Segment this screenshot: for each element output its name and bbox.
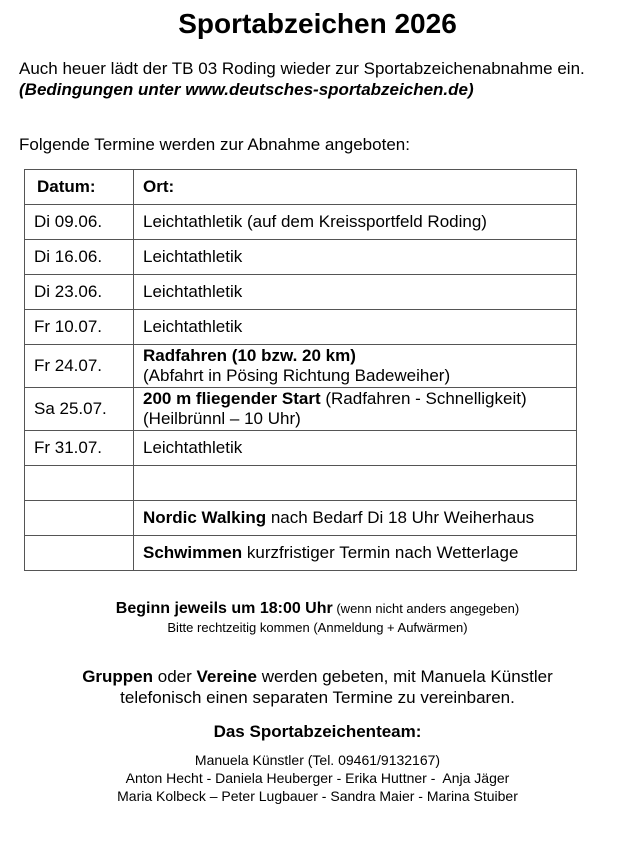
row-place-text: Leichtathletik: [143, 317, 243, 336]
groups-bold: Gruppen: [82, 667, 154, 686]
start-time-notice: [0, 599, 635, 637]
row-date: Fr 31.07.: [25, 431, 134, 466]
row-place-line2: (Heilbrünnl – 10 Uhr): [143, 409, 301, 428]
table-row: [25, 310, 577, 345]
schedule-table: [24, 169, 577, 571]
table-row: [25, 536, 577, 571]
row-place: [134, 431, 577, 466]
team-members-2: Maria Kolbeck – Peter Lugbauer - Sandra Maier - Marina Stuiber: [117, 788, 518, 804]
page-title: Sportabzeichen 2026: [178, 8, 457, 39]
row-date: [25, 466, 134, 501]
row-place: [134, 205, 577, 240]
conditions-link-text: (Bedingungen unter www.deutsches-sportabzeichen.de): [19, 80, 474, 99]
team-heading: Das Sportabzeichenteam:: [213, 722, 422, 741]
row-place-bold: Nordic Walking: [143, 508, 267, 527]
table-row: [25, 431, 577, 466]
row-date: Fr 10.07.: [25, 310, 134, 345]
clubs-bold: Vereine: [196, 667, 258, 686]
row-place: [134, 501, 577, 536]
table-row: [25, 275, 577, 310]
start-time-bold: Beginn jeweils um 18:00 Uhr: [115, 600, 333, 617]
table-row: [25, 501, 577, 536]
row-date: Di 09.06.: [25, 205, 134, 240]
row-date: Fr 24.07.: [25, 345, 134, 388]
intro-paragraph: [19, 58, 619, 100]
team-contact: Manuela Künstler (Tel. 09461/9132167): [194, 752, 441, 768]
table-row: [25, 205, 577, 240]
schedule-intro: Folgende Termine werden zur Abnahme angeboten:: [19, 135, 410, 154]
row-place: [134, 466, 577, 501]
row-place: [134, 240, 577, 275]
row-place: [134, 275, 577, 310]
table-row: [25, 345, 577, 388]
row-place-text: Leichtathletik: [143, 247, 243, 266]
table-row-empty: [25, 466, 577, 501]
intro-text: Auch heuer lädt der TB 03 Roding wieder zur Sportabzeichenabnahme ein.: [19, 59, 585, 78]
row-place-line2: (Abfahrt in Pösing Richtung Badeweiher): [143, 366, 451, 385]
row-place-text: Leichtathletik (auf dem Kreissportfeld Roding): [143, 212, 487, 231]
row-date: [25, 536, 134, 571]
groups-notice: [0, 666, 635, 708]
groups-text-3: telefonisch einen separaten Termine zu vereinbaren.: [120, 688, 515, 707]
table-row: [25, 240, 577, 275]
row-date: Sa 25.07.: [25, 388, 134, 431]
table-header-row: [25, 170, 577, 205]
row-place: [134, 345, 577, 388]
row-place-text: nach Bedarf Di 18 Uhr Weiherhaus: [266, 508, 535, 527]
table-row: [25, 388, 577, 431]
row-place-bold: 200 m fliegender Start: [143, 389, 321, 408]
row-place: [134, 388, 577, 431]
row-place: [134, 310, 577, 345]
arrive-early-note: Bitte rechtzeitig kommen (Anmeldung + Aufwärmen): [167, 620, 468, 635]
header-date: Datum:: [25, 170, 134, 205]
groups-text-1: oder: [153, 667, 197, 686]
start-time-note: (wenn nicht anders angegeben): [332, 601, 520, 616]
groups-text-2: werden gebeten, mit Manuela Künstler: [257, 667, 553, 686]
team-members-1: Anton Hecht - Daniela Heuberger - Erika Huttner - Anja Jäger: [125, 770, 510, 786]
row-place-text: Leichtathletik: [143, 438, 243, 457]
header-place: Ort:: [134, 170, 577, 205]
row-date: Di 16.06.: [25, 240, 134, 275]
row-place-text: Leichtathletik: [143, 282, 243, 301]
row-place-bold: Radfahren (10 bzw. 20 km): [143, 346, 356, 365]
row-date: [25, 501, 134, 536]
row-place-text: kurzfristiger Termin nach Wetterlage: [242, 543, 519, 562]
row-place-text: (Radfahren - Schnelligkeit): [320, 389, 527, 408]
row-place-bold: Schwimmen: [143, 543, 243, 562]
row-date: Di 23.06.: [25, 275, 134, 310]
team-list: [0, 751, 635, 805]
row-place: [134, 536, 577, 571]
